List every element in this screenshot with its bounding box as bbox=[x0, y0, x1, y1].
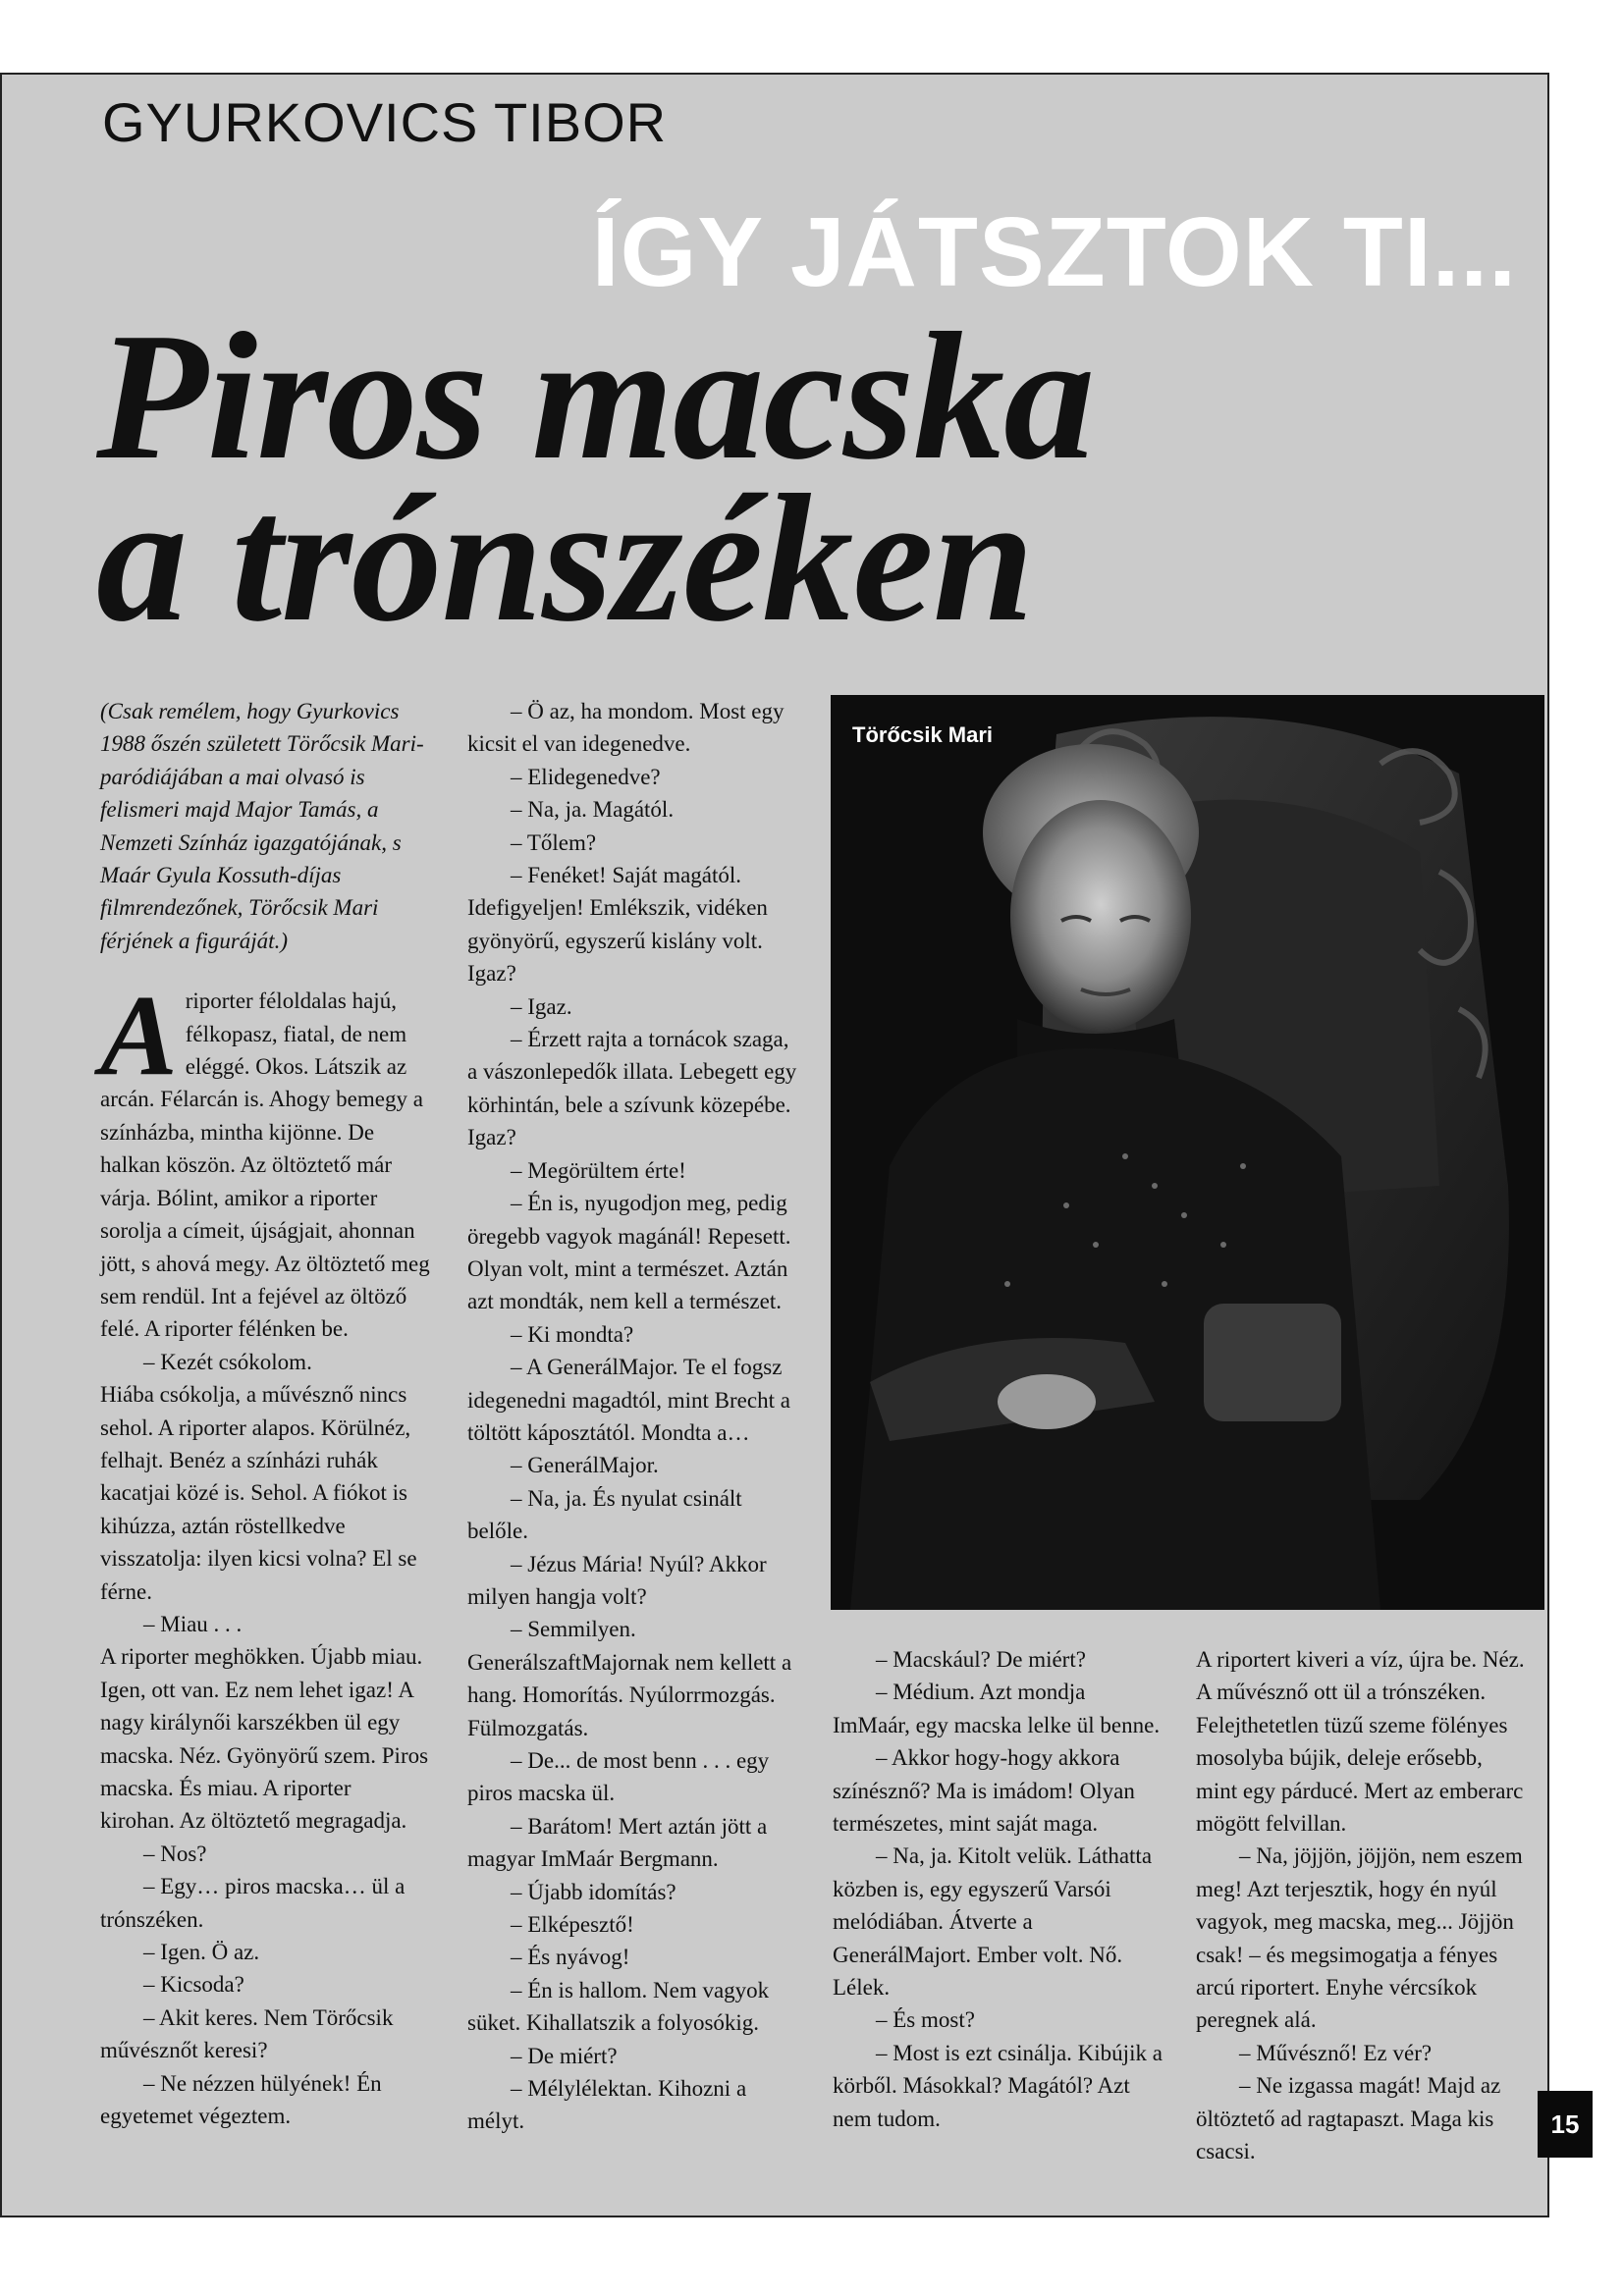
title-line-1: Piros macska bbox=[96, 295, 1095, 498]
paragraph: – Kicsoda? bbox=[143, 1972, 244, 1998]
paragraph: – Akkor hogy-hogy akkora színésznő? Ma is imádom! Olyan természetes, mint saját maga. bbox=[833, 1745, 1135, 1837]
paragraph: – Újabb idomítás? bbox=[511, 1879, 676, 1904]
paragraph: – Én is hallom. Nem vagyok süket. Kihallatszik a folyosókig. bbox=[467, 1977, 770, 2036]
paragraph: – Na, ja. Magától. bbox=[511, 797, 675, 823]
paragraph: – Nos? bbox=[143, 1841, 207, 1866]
page-title bbox=[96, 295, 1095, 660]
first-paragraph-text: riporter féloldalas hajú, félkopasz, fiatal, de nem eléggé. Okos. Látszik az arcán. Félarcán is. Ahogy bemegy a színházba, mintha kijönne. De halkan köszön. Az öltöztető már várja. Bólint, amikor a riporter sorolja a címeit, újságjait, ahonnan jött, s ahová megy. Az öltöztető meg sem rendül. Int a fejével az öltöző felé. A riporter félénken be. bbox=[100, 988, 430, 1342]
paragraph: Hiába csókolja, a művésznő nincs sehol. A riporter alapos. Körülnéz, felhajt. Benéz a színházi ruhák kacatjai közé is. Sehol. A fiókot is kihúzza, aztán röstellkedve visszatolja: ilyen kicsi volna? El se férne. bbox=[100, 1382, 417, 1604]
frame-top-rule bbox=[0, 73, 1549, 75]
paragraph: – Akit keres. Nem Törőcsik művésznőt keresi? bbox=[100, 2004, 394, 2063]
article-body-first bbox=[100, 971, 430, 1345]
paragraph: – És most? bbox=[876, 2007, 975, 2033]
paragraph: – Ö az, ha mondom. Most egy kicsit el van idegenedve. bbox=[467, 699, 784, 757]
article-column-2 bbox=[467, 695, 797, 2138]
page-number: 15 bbox=[1538, 2091, 1593, 2158]
paragraph: – De miért? bbox=[511, 2043, 618, 2068]
paragraph: – Semmilyen. GenerálszaftMajornak nem kellett a hang. Homorítás. Nyúlorrmozgás. Fülmozgatás. bbox=[467, 1617, 792, 1740]
paragraph: – Barátom! Mert aztán jött a magyar ImMaár Bergmann. bbox=[467, 1813, 768, 1872]
paragraph: – Na, ja. És nyulat csinált belőle. bbox=[467, 1485, 742, 1544]
paragraph: – GenerálMajor. bbox=[511, 1453, 659, 1478]
portrait-photo bbox=[831, 695, 1544, 1610]
paragraph: – Érzett rajta a tornácok szaga, a vászonlepedők illata. Lebegett egy körhintán, bele a szívunk közepébe. Igaz? bbox=[467, 1027, 797, 1150]
paragraph: – Megörültem érte! bbox=[511, 1157, 686, 1183]
paragraph: – Elidegenedve? bbox=[511, 764, 661, 789]
paragraph: – Ki mondta? bbox=[511, 1321, 634, 1347]
frame-right-rule bbox=[1547, 73, 1549, 2217]
paragraph: – Egy… piros macska… ül a trónszéken. bbox=[100, 1874, 406, 1932]
paragraph: – Kezét csókolom. bbox=[143, 1349, 312, 1374]
series-kicker: ÍGY JÁTSZTOK TI... bbox=[591, 197, 1517, 307]
paragraph: A riportert kiveri a víz, újra be. Néz. A művésznő ott ül a trónszéken. Felejthetetlen tüzű szeme fölényes mosolyba bújik, deleje erősebb, mint egy párducé. Mert az emberarc mögött felvillan. bbox=[1196, 1647, 1525, 1837]
paragraph: – Na, jöjjön, jöjjön, nem eszem meg! Azt terjesztik, hogy én nyúl vagyok, meg macska, meg... Jöjjön csak! – és megsimogatja a fényes arcú riportert. Enyhe vércsíkok peregnek alá. bbox=[1196, 1843, 1523, 2033]
paragraph: – Jézus Mária! Nyúl? Akkor milyen hangja volt? bbox=[467, 1551, 767, 1609]
frame-left-rule bbox=[0, 73, 2, 2217]
paragraph: – Médium. Azt mondja ImMaár, egy macska lelke ül benne. bbox=[833, 1680, 1161, 1737]
paragraph: – Igaz. bbox=[511, 993, 572, 1019]
frame-bottom-rule bbox=[0, 2216, 1549, 2217]
paragraph: – Miau . . . bbox=[143, 1611, 243, 1636]
article-column-3 bbox=[833, 1643, 1163, 2135]
intro-paragraph: (Csak remélem, hogy Gyurkovics 1988 őszén született Törőcsik Mari-paródiájában a mai olvasó is felismeri majd Major Tamás, a Nemzeti Színház igazgatójának, s Maár Gyula Kossuth-díjas filmrendezőnek, Törőcsik Mari férjének a figuráját.) bbox=[100, 699, 424, 953]
paragraph: – Én is, nyugodjon meg, pedig öregebb vagyok magánál! Repesett. Olyan volt, mint a természet. Aztán azt mondták, nem kell a természet. bbox=[467, 1191, 791, 1314]
title-line-2: a trónszéken bbox=[96, 457, 1034, 660]
article-column-1 bbox=[100, 695, 430, 2132]
paragraph: – De... de most benn . . . egy piros macska ül. bbox=[467, 1748, 770, 1806]
paragraph: – És nyávog! bbox=[511, 1945, 630, 1970]
paragraph: – Ne nézzen hülyének! Én egyetemet végeztem. bbox=[100, 2070, 382, 2129]
article-column-4 bbox=[1196, 1643, 1526, 2168]
paragraph: A riporter meghökken. Újabb miau. Igen, ott van. Ez nem lehet igaz! A nagy királynői karszékben ül egy macska. Néz. Gyönyörű szem. Piros macska. És miau. A riporter kirohan. Az öltöztető megragadja. bbox=[100, 1644, 429, 1834]
paragraph: – Macskául? De miért? bbox=[876, 1647, 1086, 1672]
paragraph: – Ne izgassa magát! Majd az öltöztető ad ragtapaszt. Maga kis csacsi. bbox=[1196, 2073, 1501, 2164]
photo-caption: Törőcsik Mari bbox=[852, 722, 994, 747]
photo-illustration bbox=[831, 695, 1544, 1610]
paragraph: – Na, ja. Kitolt velük. Láthatta közben is, egy egyszerű Varsói melódiában. Átverte a GenerálMajort. Ember volt. Nő. Lélek. bbox=[833, 1843, 1153, 2001]
paragraph: – Most is ezt csinálja. Kibújik a körből. Másokkal? Magától? Azt nem tudom. bbox=[833, 2040, 1163, 2131]
author-name: GYURKOVICS TIBOR bbox=[102, 91, 668, 153]
paragraph: – A GenerálMajor. Te el fogsz idegenedni magadtól, mint Brecht a töltött káposztától. Mondta a… bbox=[467, 1355, 790, 1445]
paragraph: – Tőlem? bbox=[511, 829, 597, 855]
paragraph: – Fenéket! Saját magától. Idefigyeljen! Emlékszik, vidéken gyönyörű, egyszerű kislány volt. Igaz? bbox=[467, 863, 768, 987]
paragraph: – Igen. Ö az. bbox=[143, 1940, 260, 1965]
paragraph: – Mélylélektan. Kihozni a mélyt. bbox=[467, 2076, 747, 2134]
drop-cap: A bbox=[100, 971, 178, 1100]
paragraph: – Elképesztő! bbox=[511, 1912, 634, 1938]
paragraph: – Művésznő! Ez vér? bbox=[1239, 2040, 1433, 2065]
